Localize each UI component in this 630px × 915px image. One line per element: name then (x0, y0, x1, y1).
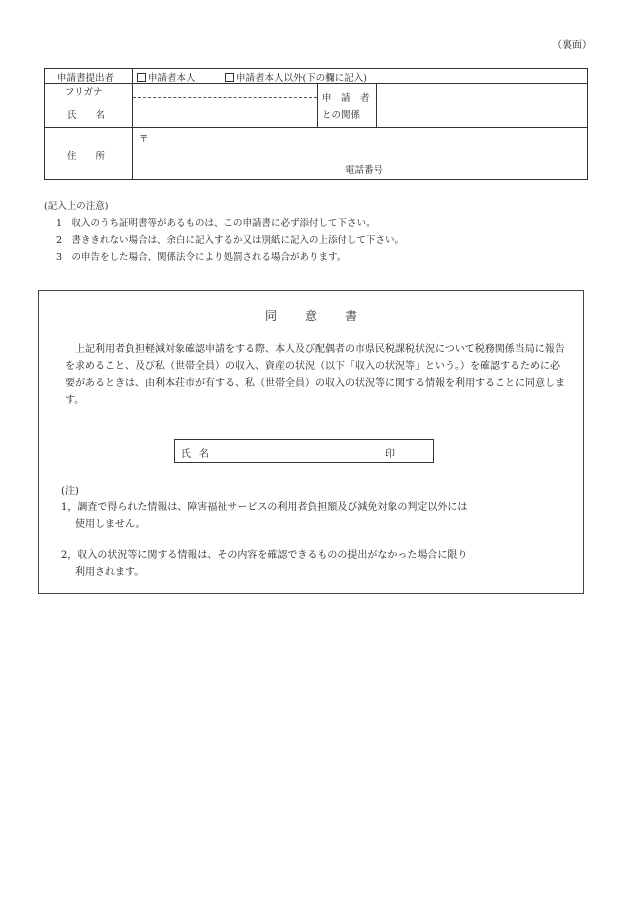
consent-title: 同意書 (264, 309, 385, 323)
seal-label: 印 (385, 449, 395, 460)
address-label: 住 所 (67, 151, 106, 162)
checkbox-icon[interactable] (225, 73, 234, 82)
postal-mark: 〒 (139, 134, 149, 145)
signature-field[interactable] (174, 439, 434, 463)
consent-note-item: 1，調査で得られた情報は、障害福祉サービスの利用者負担額及び減免対象の判定以外には 使用しません。 (61, 502, 468, 530)
checkbox-icon[interactable] (137, 73, 146, 82)
relation-label: 申 請 者 (322, 93, 370, 104)
signature-name-label: 氏名 (181, 449, 217, 460)
table-line (132, 69, 133, 179)
phone-label: 電話番号 (345, 165, 384, 176)
consent-body: 上記利用者負担軽減対象確認申請をする際、本人及び配偶者の市県民税課税状況について税務関係当局に報告を求めること、及び私（世帯全員）の収入、資産の状況（以下「収入の状況等」という。）を確認するために必要があるときは、由利本荘市が有する、私（世帯全員）の収入の状況等に関する情報を利用することに同意します。 (65, 344, 565, 406)
furigana-divider (133, 97, 317, 98)
option-other[interactable]: 申請者本人以外(下の欄に記入) (225, 70, 367, 84)
submitter-label: 申請書提出者 (57, 73, 115, 84)
table-line (376, 83, 377, 127)
applicant-table (44, 68, 588, 180)
relation-label: との関係 (322, 110, 361, 121)
table-line (317, 83, 318, 127)
option-self[interactable]: 申請者本人 (137, 70, 196, 84)
furigana-label: フリガナ (65, 87, 103, 98)
consent-note-heading: (注) (61, 486, 79, 497)
note-item: 2 書ききれない場合は、余白に記入するか又は別紙に記入の上添付して下さい。 (56, 235, 405, 246)
note-item: 1 収入のうち証明書等があるものは、この申請書に必ず添付して下さい。 (56, 218, 376, 229)
consent-note-item: 2，収入の状況等に関する情報は、その内容を確認できるものの提出がなかった場合に限り 利用されます。 (61, 550, 468, 578)
consent-box (38, 290, 584, 594)
notes-heading: (記入上の注意) (44, 201, 109, 212)
name-label: 氏 名 (67, 110, 106, 121)
page-side-label: （裏面） (552, 40, 592, 51)
note-item: 3 の申告をした場合、関係法令により処罰される場合があります。 (56, 252, 347, 263)
table-line (45, 127, 587, 128)
